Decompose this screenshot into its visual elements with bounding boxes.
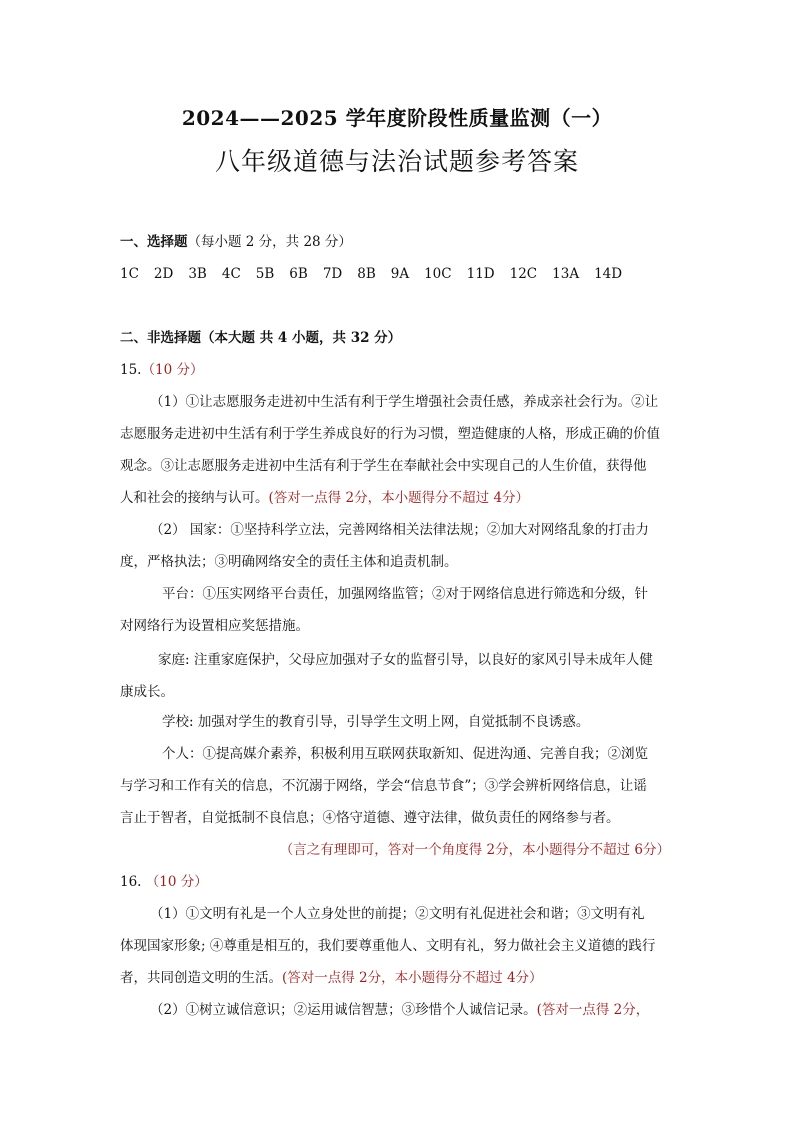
answer-item: 5B: [255, 266, 275, 282]
section1-heading-line: [120, 232, 680, 252]
answer-item: 1C: [120, 266, 139, 282]
section2-heading-line: [120, 328, 680, 348]
q15-p1-line4-text: 人和社会的接纳与认可。: [120, 490, 269, 506]
q16-label: 16.: [120, 874, 142, 890]
q15-p2-scoring-note: （言之有理即可，答对一个角度得 2分，本小题得分不超过 6分）: [279, 842, 670, 858]
q16-p1-line3: [120, 968, 680, 988]
q16-p2-scoring-note: (答对一点得 2分，: [536, 1002, 650, 1018]
q15-label: 15.: [120, 362, 142, 378]
q15-family-line1: 家庭: 注重家庭保护，父母应加强对子女的监督引导，以良好的家风引导未成年人健: [158, 652, 653, 668]
q15-p1-line4: [120, 488, 680, 508]
q15-p1-line1: （1）①让志愿服务走进初中生活有利于学生增强社会责任感，养成亲社会行为。②让: [150, 394, 659, 410]
answer-item: 7D: [322, 266, 343, 282]
answer-item: 8B: [357, 266, 376, 282]
q15-header: [120, 360, 680, 380]
q15-p2-line1: （2） 国家：①坚持科学立法，完善网络相关法律法规；②加大对网络乱象的打击力: [150, 522, 649, 538]
answer-item: 13A: [552, 266, 580, 282]
q16-p1-line1: （1）①文明有礼是一个人立身处世的前提；②文明有礼促进社会和谐；③文明有礼: [150, 906, 645, 922]
answer-item: 9A: [390, 266, 410, 282]
q15-p1-line2: 志愿服务走进初中生活有利于学生养成良好的行为习惯，塑造健康的人格，形成正确的价值: [120, 426, 660, 442]
answer-item: 3B: [188, 266, 207, 282]
document-title: 2024——2025 学年度阶段性质量监测（一）: [181, 106, 613, 130]
answer-item: 11D: [466, 266, 495, 282]
q16-p1-line3-text: 者，共同创造文明的生活。: [120, 970, 282, 986]
answer-item: 6B: [289, 266, 308, 282]
multiple-choice-answers: [120, 264, 680, 284]
q16-header: [120, 872, 680, 892]
q15-school-line: 学校: 加强对学生的教育引导，引导学生文明上网，自觉抵制不良诱惑。: [162, 714, 590, 730]
answer-item: 12C: [509, 266, 538, 282]
q16-p1-scoring-note: (答对一点得 2分，本小题得分不超过 4分）: [282, 970, 543, 986]
q15-personal-line2: 与学习和工作有关的信息，不沉溺于网络，学会“信息节食”；③学会辨析网络信息，让谣: [120, 778, 647, 794]
q16-points: （10 分）: [145, 874, 208, 890]
q16-p2-line1: [150, 1000, 710, 1020]
q15-points: （10 分）: [141, 362, 204, 378]
q15-p2-line2: 度，严格执法；③明确网络安全的责任主体和追责机制。: [120, 554, 458, 570]
answer-item: 2D: [153, 266, 174, 282]
section1-heading: 一、选择题: [120, 234, 188, 250]
answer-item: 14D: [594, 266, 623, 282]
q15-personal-line1: 个人：①提高媒介素养，积极利用互联网获取新知、促进沟通、完善自我；②浏览: [162, 746, 648, 762]
q16-p1-line2: 体现国家形象; ④尊重是相互的，我们要尊重他人、文明有礼，努力做社会主义道德的践行: [120, 938, 656, 954]
q16-p2-line1-text: （2）①树立诚信意识；②运用诚信智慧；③珍惜个人诚信记录。: [150, 1002, 537, 1018]
q15-platform-line1: 平台：①压实网络平台责任，加强网络监管；②对于网络信息进行筛选和分级，针: [162, 586, 648, 602]
document-subtitle: 八年级道德与法治试题参考答案: [214, 147, 579, 176]
q15-platform-line2: 对网络行为设置相应奖惩措施。: [120, 618, 309, 634]
q15-p1-line3: 观念。③让志愿服务走进初中生活有利于学生在奉献社会中实现自己的人生价值，获得他: [120, 458, 647, 474]
q15-family-line2: 康成长。: [120, 684, 174, 700]
section2-heading: 二、非选择题: [120, 330, 201, 346]
section1-note: （每小题 2 分，共 28 分）: [187, 234, 352, 250]
answer-item: 10C: [424, 266, 452, 282]
section2-note: （本大题 共 4 小题，共 32 分）: [201, 330, 402, 346]
q15-p1-scoring-note: (答对一点得 2分，本小题得分不超过 4分）: [268, 490, 530, 506]
answer-item: 4C: [221, 266, 241, 282]
q15-personal-line3: 言止于智者，自觉抵制不良信息；④恪守道德、遵守法律，做负责任的网络参与者。: [120, 810, 620, 826]
